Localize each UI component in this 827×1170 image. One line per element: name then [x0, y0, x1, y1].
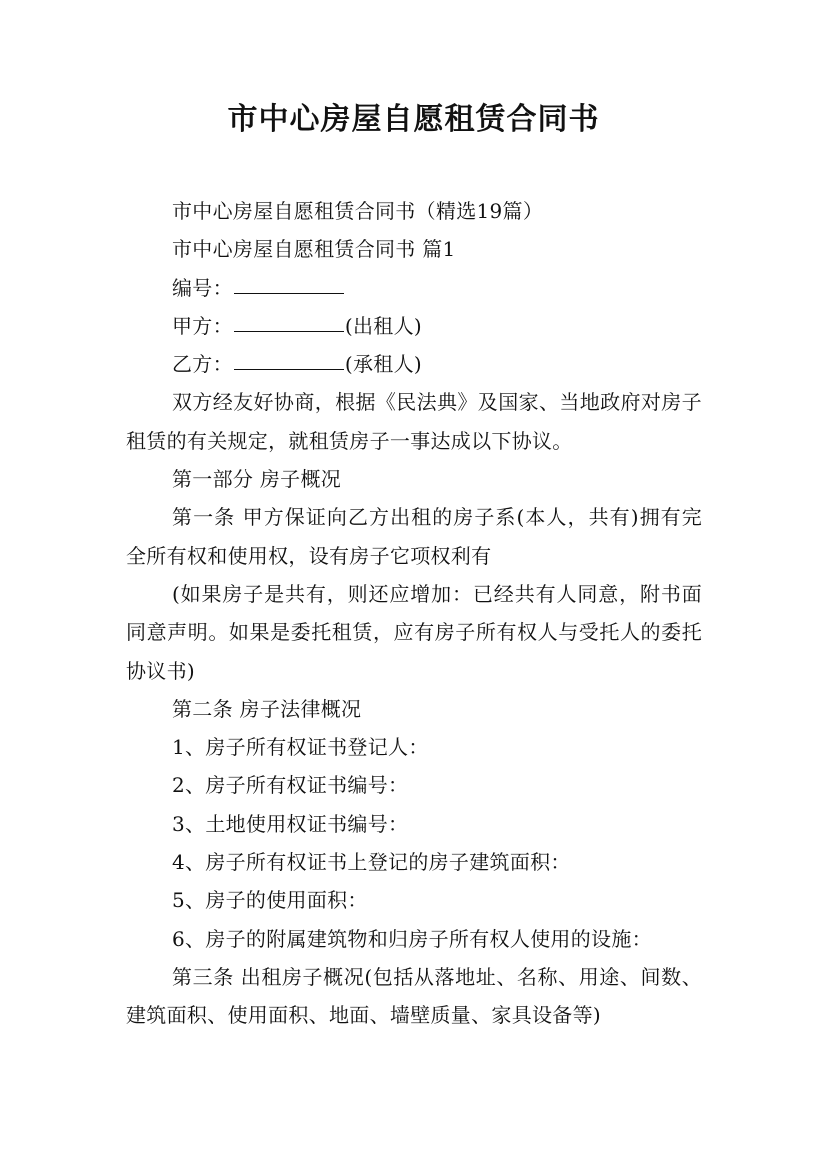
document-body	[126, 192, 702, 1035]
field-contract-number	[126, 269, 702, 307]
list-item: 5、房子的使用面积：	[172, 888, 368, 913]
list-item: 2、房子所有权证书编号：	[172, 773, 409, 798]
paragraph-part-one-heading: 第一部分 房子概况	[172, 467, 342, 492]
field-note-lessor: (出租人)	[344, 313, 423, 338]
list-item: 6、房子的附属建筑物和归房子所有权人使用的设施：	[172, 926, 652, 951]
paragraph-preamble: 双方经友好协商，根据《民法典》及国家、当地政府对房子租赁的有关规定，就租赁房子一事达成以下协议。	[126, 390, 702, 453]
field-label-party-b: 乙方：	[172, 352, 233, 377]
field-label-number: 编号：	[172, 275, 233, 300]
list-item: 3、土地使用权证书编号：	[172, 811, 409, 836]
paragraph-article-three: 第三条 出租房子概况(包括从落地址、名称、用途、间数、建筑面积、使用面积、地面、墙壁质量、家具设备等)	[126, 964, 702, 1028]
paragraph-section-heading: 市中心房屋自愿租赁合同书 篇1	[172, 237, 456, 262]
blank-line	[234, 368, 344, 370]
blank-line	[234, 292, 344, 294]
blank-line	[234, 330, 344, 332]
paragraph-subtitle: 市中心房屋自愿租赁合同书（精选19篇）	[172, 199, 544, 223]
paragraph-article-one-note: (如果房子是共有，则还应增加：已经共有人同意，附书面同意声明。如果是委托租赁，应有房子所有权人与受托人的委托协议书)	[126, 581, 702, 683]
document-title: 市中心房屋自愿租赁合同书	[227, 102, 600, 137]
field-label-party-a: 甲方：	[172, 313, 233, 338]
list-item: 1、房子所有权证书登记人：	[172, 735, 429, 760]
field-note-lessee: (承租人)	[344, 352, 423, 377]
paragraph-article-two-heading: 第二条 房子法律概况	[172, 696, 362, 721]
paragraph-article-one: 第一条 甲方保证向乙方出租的房子系(本人，共有)拥有完全所有权和使用权，设有房子它项权利有	[126, 505, 702, 568]
field-party-b	[126, 345, 702, 383]
list-item: 4、房子所有权证书上登记的房子建筑面积：	[172, 850, 571, 875]
field-party-a	[126, 307, 702, 345]
